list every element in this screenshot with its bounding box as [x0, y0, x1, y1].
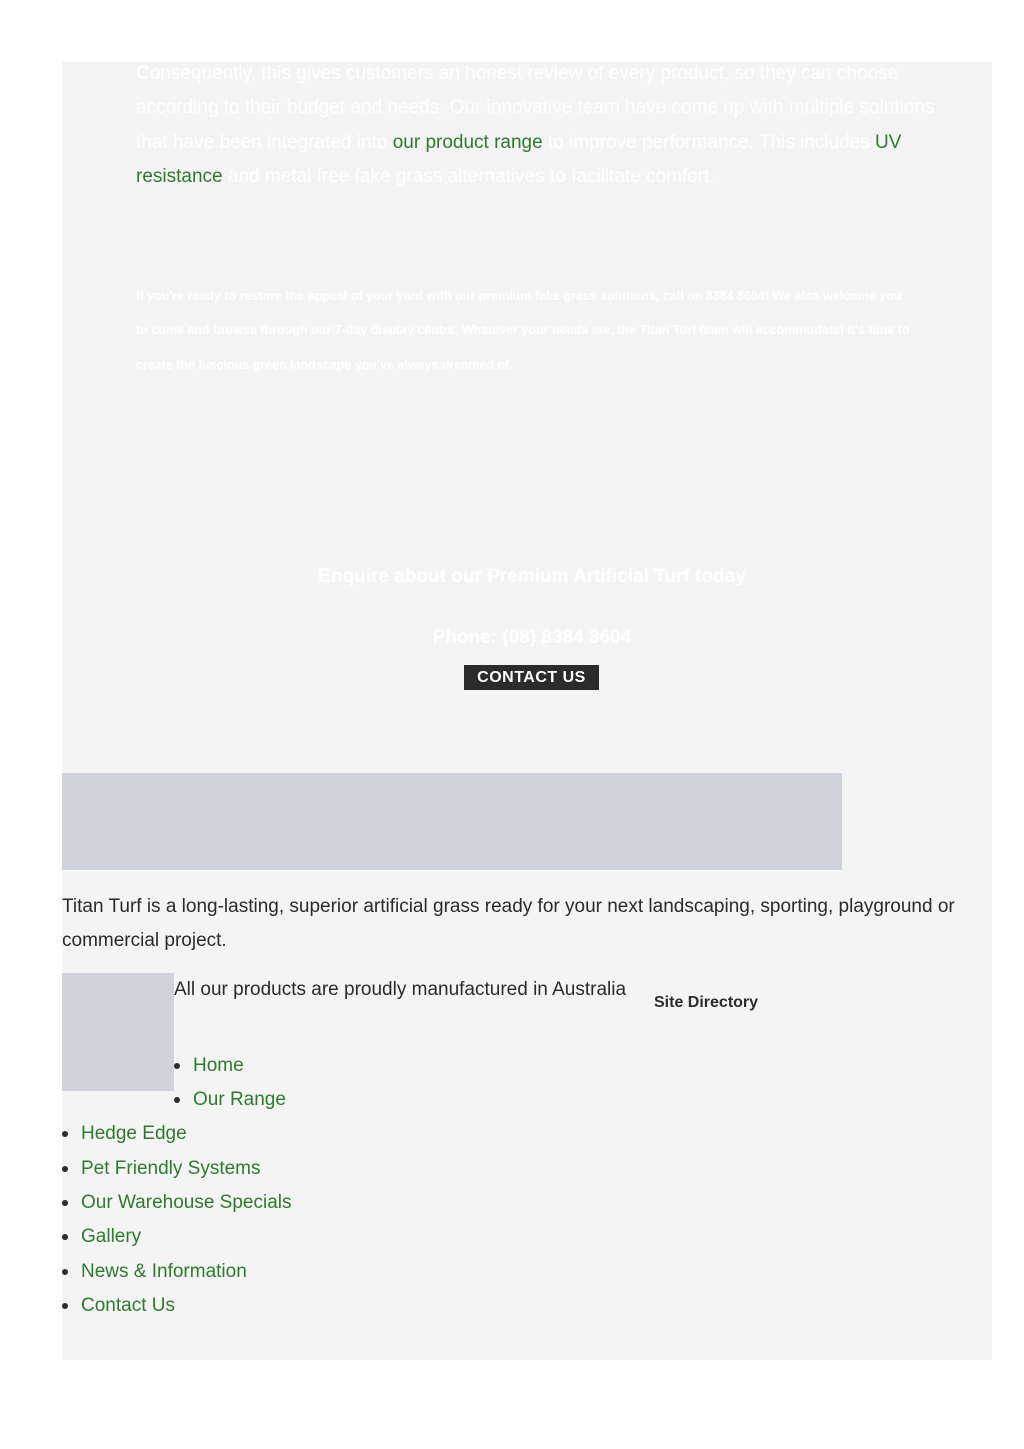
phone-number: Phone: (08) 8384 8604	[432, 627, 632, 648]
intro-text-3: and metal free fake grass alternatives to facilitate comfort.	[222, 165, 715, 187]
bullet-icon	[62, 1303, 68, 1309]
site-directory-heading: Site Directory	[654, 994, 759, 1011]
nav-link-gallery[interactable]: Gallery	[81, 1226, 142, 1247]
nav-link-warehouse-specials[interactable]: Our Warehouse Specials	[81, 1192, 292, 1213]
bullet-icon	[174, 1097, 180, 1103]
bullet-icon	[62, 1200, 68, 1206]
nav-link-our-range[interactable]: Our Range	[193, 1089, 286, 1110]
cta-paragraph: If you're ready to restore the appeal of your yard with our premium fake grass solutions, call on 8384 8604! We also welcome you to come and browse through our 7-day display centre. Whatever your needs are, the Titan Turf team will accommodate! It's time to create the luscious green landscape you've always dreamed of.	[136, 289, 910, 372]
bullet-icon	[62, 1166, 68, 1172]
nav-link-hedge-edge[interactable]: Hedge Edge	[81, 1123, 187, 1144]
bullet-icon	[62, 1234, 68, 1240]
nav-link-pet-friendly-systems[interactable]: Pet Friendly Systems	[81, 1158, 261, 1179]
footer-logo-image	[62, 973, 174, 1091]
nav-link-news-information[interactable]: News & Information	[81, 1261, 247, 1282]
nav-link-home[interactable]: Home	[193, 1055, 244, 1076]
made-in-australia-text: All our products are proudly manufactured in Australia	[174, 979, 627, 1000]
footer-about-text: Titan Turf is a long-lasting, superior artificial grass ready for your next landscaping, sporting, playground or commercial project.	[62, 896, 955, 952]
nav-link-contact-us[interactable]: Contact Us	[81, 1295, 175, 1316]
contact-us-button[interactable]: CONTACT US	[464, 665, 599, 690]
bullet-icon	[62, 1131, 68, 1137]
uv-resistance-link[interactable]: UV resistance	[136, 131, 902, 187]
intro-paragraph	[136, 57, 936, 194]
intro-text-2: to improve performance. This includes	[542, 131, 875, 153]
bullet-icon	[62, 1269, 68, 1275]
intro-text-1: Consequently, this gives customers an honest review of every product, so they can choose according to their budget and needs. Our innovative team have come up with multiple solutions that have been integrated into	[136, 63, 935, 153]
enquire-heading: Enquire about our Premium Artificial Turf today	[318, 566, 746, 587]
bullet-icon	[174, 1063, 180, 1069]
footer-banner-image	[62, 773, 842, 870]
our-product-range-link[interactable]: our product range	[392, 131, 543, 153]
